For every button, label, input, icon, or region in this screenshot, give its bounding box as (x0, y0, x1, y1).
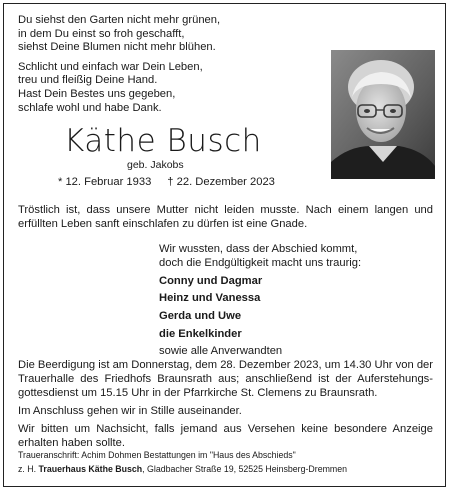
address-prefix: z. H. (18, 464, 39, 474)
poem-line: Hast Dein Bestes uns gegeben, (18, 87, 176, 100)
poem-line: Du siehst den Garten nicht mehr grünen, (18, 14, 221, 26)
intro-paragraph: Tröstlich ist, dass unsere Mutter nicht leiden musste. Nach einem langen und erfüllten Leben sanft einschlafen zu dürfen ist eine Gnade. (18, 204, 433, 230)
poem-line: Schlicht und einfach war Dein Leben, (18, 60, 203, 73)
birth-name: geb. Jakobs (127, 159, 184, 171)
address-line: Traueranschrift: Achim Dohmen Bestattungen im "Haus des Abschieds" (18, 450, 296, 460)
address-street: , Gladbacher Straße 19, 52525 Heinsberg-Dremmen (142, 464, 348, 474)
portrait-photo (331, 50, 435, 179)
poem-line: siehst Deine Blumen nicht mehr blühen. (18, 41, 216, 54)
poem-line: treu und fleißig Deine Hand. (18, 74, 158, 87)
funeral-info (18, 358, 433, 454)
family-block (159, 242, 429, 358)
poem-stanza-1 (18, 14, 318, 55)
farewell-line: doch die Endgültigkeit macht uns traurig: (159, 257, 362, 270)
family-member: Conny und Dagmar (159, 274, 263, 287)
poem-line: schlafe wohl und habe Dank. (18, 101, 162, 114)
portrait-photo-image (331, 50, 435, 179)
mourning-address (18, 448, 438, 476)
life-dates (58, 176, 275, 188)
farewell-line: Wir wussten, dass der Abschied kommt, (159, 243, 358, 255)
funeral-paragraph: Im Anschluss gehen wir in Stille auseinander. (18, 405, 242, 417)
funeral-paragraph: Die Beerdigung ist am Donnerstag, dem 28. Dezember 2023, um 14.30 Uhr von der Trauerhalle des Friedhofs Braunsrath aus; anschließend ist der Auferstehungs-gottesdienst um 15.15 Uhr in der Pfarrkirche St. Clemens zu Braunsrath. (18, 359, 433, 399)
deceased-name: Käthe Busch (64, 123, 262, 159)
poem-line: in dem Du einst so froh geschafft, (18, 27, 185, 40)
funeral-paragraph: Wir bitten um Nachsicht, falls jemand aus Versehen keine besondere Anzeige erhalten haben sollte. (18, 423, 433, 449)
family-member: Heinz und Vanessa (159, 292, 261, 305)
family-member: Gerda und Uwe (159, 309, 242, 322)
address-line (18, 462, 438, 476)
death-date: † 22. Dezember 2023 (167, 176, 275, 188)
poem-stanza-2 (18, 61, 318, 115)
birth-date: * 12. Februar 1933 (58, 176, 152, 188)
address-house: Trauerhaus Käthe Busch (38, 464, 143, 474)
family-member: die Enkelkinder (159, 327, 242, 340)
poem (18, 14, 318, 121)
relatives-line: sowie alle Anverwandten (159, 345, 283, 358)
